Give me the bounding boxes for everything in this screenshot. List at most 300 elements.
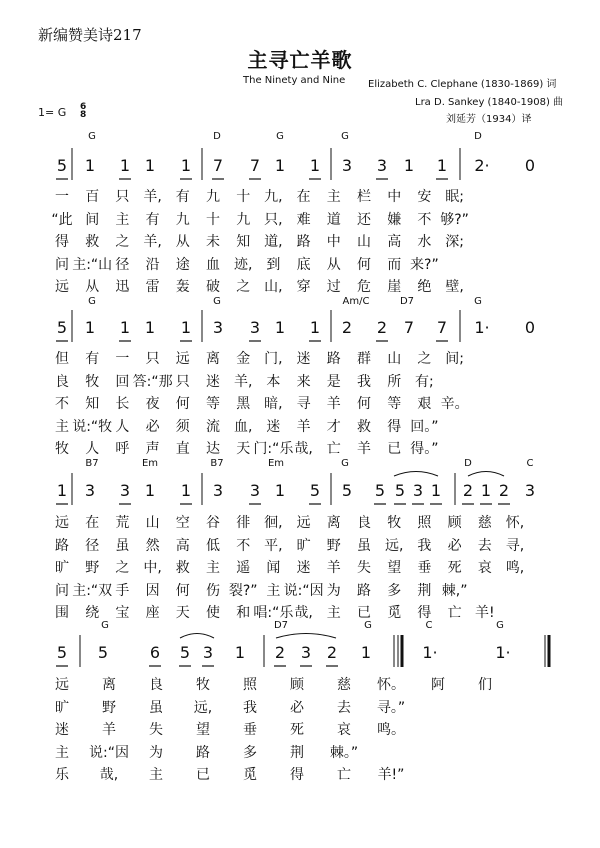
lyric-syllable: 有; (415, 373, 434, 390)
lyric-syllable: 望 (387, 560, 402, 576)
lyric-syllable: 必 (290, 699, 304, 716)
lyric-syllable: 我 (357, 373, 371, 390)
lyric-syllable: 山 (357, 234, 371, 250)
lyric-syllable: 何 (175, 396, 190, 412)
lyric-syllable: 顾 (447, 515, 462, 531)
lyric-syllable: 而 (387, 256, 402, 273)
lyric-syllable: 主 (326, 605, 341, 621)
lyric-syllable: 过 (326, 279, 341, 295)
lyric-syllable: 不 (55, 396, 69, 412)
lyric-syllable: 间; (445, 351, 464, 367)
note: 2 (341, 318, 353, 337)
note: 3 (249, 481, 261, 500)
lyric-syllable: 黑 (236, 396, 251, 412)
note: 0 (524, 156, 536, 175)
lyric-syllable: 觅 (387, 605, 402, 621)
chord-symbol: G (474, 296, 482, 307)
lyric-syllable: “此 (51, 211, 73, 228)
lyric-syllable: 中 (387, 189, 402, 205)
note: 7 (212, 156, 224, 175)
lyric-syllable: 羊! (474, 605, 495, 621)
lyric-syllable: 路 (326, 351, 341, 367)
lyric-syllable: 长 (115, 396, 130, 412)
lyric-syllable: 垂 (417, 560, 432, 576)
chord-symbol: G (341, 131, 349, 142)
lyric-syllable: 得 (290, 767, 304, 783)
lyric-syllable: 辛。 (440, 396, 469, 412)
lyric-syllable: 去 (477, 537, 492, 554)
lyric-syllable: 已 (387, 441, 402, 457)
lyric-syllable: 离 (102, 677, 116, 693)
hymnal-label: 新编赞美诗217 (38, 26, 142, 44)
lyric-syllable: 主 (115, 211, 130, 228)
note: 1 (234, 643, 246, 662)
lyric-syllable: 远 (55, 279, 69, 295)
lyric-syllable: 主 (149, 767, 163, 783)
lyric-syllable: 门:“乐 (253, 441, 294, 457)
note: 3 (119, 481, 131, 500)
lyric-syllable: 门, (264, 351, 283, 367)
composer-credit: Lra D. Sankey (1840-1908) 曲 (415, 97, 564, 108)
lyric-syllable: 慈 (337, 677, 351, 693)
lyric-syllable: 十 (206, 211, 220, 228)
lyric-syllable: 和 (236, 605, 251, 621)
slur (276, 634, 336, 639)
note: 1 (84, 156, 96, 175)
note: 1· (422, 643, 438, 662)
lyric-syllable: 旷 (55, 560, 69, 576)
lyric-syllable: 哀 (337, 722, 351, 738)
lyric-syllable: 得 (55, 234, 69, 250)
note: 1 (309, 156, 321, 175)
lyric-syllable: 只 (175, 373, 190, 390)
lyric-syllable: 何 (357, 396, 371, 412)
lyric-syllable: 是 (326, 373, 341, 390)
lyric-syllable: 照 (417, 515, 432, 531)
lyric-syllable: 还 (357, 211, 371, 228)
chord-symbol: Em (267, 458, 285, 469)
note: 1 (180, 318, 192, 337)
slur (468, 472, 504, 477)
note: 2 (498, 481, 510, 500)
lyric-syllable: 达 (206, 441, 220, 457)
lyric-syllable: 之 (115, 234, 130, 250)
chord-symbol: G (341, 458, 349, 469)
lyric-syllable: 九, (264, 189, 283, 205)
lyric-syllable: 远, (384, 537, 404, 554)
lyric-syllable: 路 (296, 234, 311, 250)
lyric-syllable: 间 (85, 211, 100, 228)
lyric-syllable: 水 (417, 234, 432, 250)
lyric-syllable: 平, (264, 537, 283, 554)
lyric-syllable: 一 (55, 189, 69, 205)
note: 3 (524, 481, 536, 500)
slur (394, 472, 438, 477)
note: 5 (56, 643, 68, 662)
chord-symbol: G (364, 620, 372, 631)
lyric-syllable: 羊 (102, 722, 116, 738)
note: 5 (394, 481, 406, 500)
lyric-syllable: 知 (85, 396, 100, 412)
lyric-syllable: 怀, (505, 515, 525, 531)
note: 1 (436, 156, 448, 175)
lyric-syllable: 从 (326, 256, 341, 273)
lyric-syllable: 远 (55, 515, 69, 531)
note: 3 (300, 643, 312, 662)
lyric-syllable: 寻 (296, 396, 311, 412)
lyric-syllable: 暗, (264, 396, 283, 412)
lyric-syllable: 主 (326, 189, 341, 205)
note: 7 (436, 318, 448, 337)
chord-symbol: G (101, 620, 109, 631)
lyric-syllable: 不 (236, 537, 251, 554)
chord-symbol: Am/C (342, 296, 370, 307)
lyric-syllable: 有 (175, 189, 190, 205)
lyric-syllable: 我 (243, 699, 257, 716)
lyric-syllable: 百 (85, 189, 100, 205)
lyric-syllable: 牧 (85, 373, 100, 390)
lyric-syllable: 路 (196, 744, 210, 761)
note: 5 (374, 481, 386, 500)
lyric-syllable: 伤 (206, 582, 220, 599)
lyric-syllable: 死 (447, 560, 462, 576)
lyric-syllable: 远 (55, 677, 69, 693)
lyric-syllable: 哉, (294, 605, 313, 621)
note: 1 (403, 156, 415, 175)
lyric-syllable: 亡 (447, 605, 462, 621)
lyric-syllable: 荆 (417, 582, 432, 599)
note: 2 (376, 318, 388, 337)
time-denominator: 8 (80, 110, 87, 120)
lyric-syllable: 为 (149, 744, 163, 761)
lyricist-credit: Elizabeth C. Clephane (1830-1869) 词 (368, 79, 557, 90)
lyric-syllable: 亡 (337, 767, 351, 783)
note: 3 (212, 481, 224, 500)
chord-symbol: B7 (210, 458, 224, 469)
note: 1 (309, 318, 321, 337)
lyric-syllable: 呼 (115, 441, 130, 457)
lyric-syllable: 救 (85, 234, 100, 250)
lyric-syllable: 得。” (410, 441, 439, 457)
note: 1 (180, 481, 192, 500)
lyric-syllable: 唱:“乐 (253, 605, 294, 621)
lyric-syllable: 主 (55, 418, 69, 435)
note: 3 (202, 643, 214, 662)
lyric-syllable: 道 (326, 211, 341, 228)
lyric-syllable: 须 (175, 418, 190, 435)
lyric-syllable: 主 (55, 744, 69, 761)
lyric-syllable: 难 (296, 211, 311, 228)
lyric-syllable: 已 (196, 767, 210, 783)
note: 1 (119, 318, 131, 337)
translator-credit: 刘延芳（1934）译 (446, 114, 532, 125)
lyric-syllable: 远 (296, 515, 311, 531)
lyric-syllable: 绝 (417, 279, 432, 295)
lyric-syllable: 有 (85, 351, 100, 367)
lyric-syllable: 主 (266, 582, 281, 599)
lyric-syllable: 只 (115, 189, 130, 205)
chord-symbol: C (526, 458, 534, 469)
lyric-syllable: 从 (175, 234, 190, 250)
chord-symbol: G (276, 131, 284, 142)
lyric-syllable: 遥 (236, 560, 251, 576)
lyric-syllable: 群 (357, 351, 371, 367)
lyric-syllable: 眠; (445, 189, 464, 205)
lyric-syllable: 何 (357, 256, 371, 273)
lyric-syllable: 主 (206, 560, 220, 576)
lyric-syllable: 所 (387, 373, 402, 390)
lyric-syllable: 虽 (149, 699, 163, 716)
note: 1 (144, 156, 156, 175)
lyric-syllable: 裂?” (228, 582, 258, 599)
lyric-syllable: 血, (233, 418, 253, 435)
lyric-syllable: 本 (266, 373, 281, 390)
lyric-syllable: 深; (445, 234, 464, 250)
lyric-syllable: 血 (206, 256, 220, 273)
lyric-syllable: 照 (243, 677, 257, 693)
chord-symbol: G (88, 131, 96, 142)
lyric-syllable: 失 (357, 560, 371, 576)
note: 7 (249, 156, 261, 175)
lyric-syllable: 壁, (445, 279, 464, 295)
note: 3 (412, 481, 424, 500)
lyric-syllable: 多 (243, 744, 257, 761)
lyric-syllable: 离 (206, 351, 220, 367)
lyric-syllable: 流 (206, 418, 220, 435)
lyric-syllable: 中 (326, 234, 341, 250)
note: 5 (309, 481, 321, 500)
lyric-syllable: 够?” (440, 211, 469, 228)
lyric-syllable: 回 (115, 373, 130, 390)
lyric-syllable: 何 (175, 582, 190, 599)
lyric-syllable: 高 (387, 234, 402, 250)
lyric-syllable: 羊 (326, 560, 341, 576)
chord-symbol: G (496, 620, 504, 631)
note: 5 (56, 156, 68, 175)
lyric-syllable: 座 (145, 605, 160, 621)
note: 6 (149, 643, 161, 662)
lyric-syllable: 天 (236, 441, 251, 457)
lyric-syllable: 天 (175, 605, 190, 621)
lyric-syllable: 但 (55, 351, 69, 367)
lyric-syllable: 宝 (115, 605, 130, 621)
lyric-syllable: 垂 (243, 722, 257, 738)
lyric-syllable: 中, (143, 560, 162, 576)
lyric-syllable: 徊, (264, 515, 283, 531)
lyric-syllable: 迷 (266, 418, 281, 435)
lyric-syllable: 然 (145, 537, 160, 554)
note: 5 (179, 643, 191, 662)
lyric-syllable: 得 (387, 418, 402, 435)
lyric-syllable: 慈 (477, 515, 492, 531)
lyric-syllable: 九 (236, 211, 251, 228)
lyric-syllable: 因 (145, 582, 160, 599)
lyric-syllable: 说:“因 (283, 582, 324, 599)
note: 3 (249, 318, 261, 337)
chord-symbol: D (474, 131, 482, 142)
lyric-syllable: 来?” (410, 256, 439, 273)
chord-symbol: Em (141, 458, 159, 469)
lyric-syllable: 问 (55, 256, 69, 273)
lyric-syllable: 迷 (296, 351, 311, 367)
lyric-syllable: 山, (264, 279, 283, 295)
chord-symbol: G (88, 296, 96, 307)
lyric-syllable: 山 (387, 351, 402, 367)
lyric-syllable: 羊, (143, 189, 162, 205)
note: 1 (360, 643, 372, 662)
lyric-syllable: 说:“牧 (72, 418, 113, 435)
lyric-syllable: 破 (206, 279, 220, 295)
lyric-syllable: 死 (290, 722, 304, 738)
lyric-syllable: 使 (206, 605, 220, 621)
slur (180, 634, 214, 639)
note: 3 (212, 318, 224, 337)
lyric-syllable: 声 (145, 441, 160, 457)
lyric-syllable: 荒 (115, 515, 130, 531)
lyric-syllable: 九 (206, 189, 220, 205)
lyric-syllable: 不 (417, 211, 432, 228)
note: 1· (495, 643, 511, 662)
lyric-syllable: 到 (266, 256, 281, 273)
lyric-syllable: 羊!” (377, 767, 405, 783)
chord-symbol: D (213, 131, 221, 142)
lyric-syllable: 说:“因 (89, 744, 129, 761)
lyric-syllable: 顾 (290, 677, 304, 693)
lyric-syllable: 离 (326, 515, 341, 531)
lyric-syllable: 怀。 (377, 677, 405, 693)
lyric-syllable: 径 (115, 256, 130, 273)
lyric-syllable: 主:“双 (72, 582, 113, 599)
lyric-syllable: 虽 (357, 537, 371, 554)
lyric-syllable: 们 (478, 677, 492, 693)
lyric-syllable: 乐 (55, 767, 69, 783)
lyric-syllable: 寻, (505, 537, 525, 554)
lyric-syllable: 安 (417, 189, 432, 205)
lyric-syllable: 路 (55, 537, 69, 554)
key-signature: 1= G (38, 106, 67, 119)
chord-symbol: B7 (85, 458, 99, 469)
lyric-syllable: 问 (55, 582, 69, 599)
note: 2 (274, 643, 286, 662)
lyric-syllable: 良 (55, 373, 69, 390)
note: 7 (403, 318, 415, 337)
lyric-syllable: 手 (115, 582, 130, 599)
lyric-syllable: 我 (417, 537, 432, 554)
note: 1 (84, 318, 96, 337)
lyric-syllable: 道, (264, 234, 283, 250)
lyric-syllable: 迷 (296, 560, 311, 576)
lyric-syllable: 虽 (115, 537, 130, 554)
lyric-syllable: 直 (175, 441, 190, 457)
lyric-syllable: 九 (175, 211, 190, 228)
lyric-syllable: 远 (175, 351, 190, 367)
lyric-syllable: 夜 (145, 396, 160, 412)
note: 3 (376, 156, 388, 175)
english-title: The Ninety and Nine (243, 75, 346, 86)
lyric-syllable: 崖 (387, 279, 402, 295)
lyric-syllable: 羊 (357, 441, 371, 457)
lyric-syllable: 已 (357, 605, 371, 621)
note: 2 (462, 481, 474, 500)
lyric-syllable: 鸣, (505, 560, 525, 576)
lyric-syllable: 荆 (290, 744, 304, 761)
lyric-syllable: 羊 (296, 418, 311, 435)
lyric-syllable: 羊 (326, 396, 341, 412)
lyric-syllable: 旷 (55, 699, 69, 716)
lyric-syllable: 山 (145, 515, 160, 531)
note: 5 (56, 318, 68, 337)
lyric-syllable: 去 (337, 699, 351, 716)
lyric-syllable: 空 (175, 515, 190, 531)
lyric-syllable: 等 (387, 396, 402, 412)
lyric-syllable: 从 (85, 279, 100, 295)
lyric-syllable: 之 (236, 279, 251, 295)
note: 1 (56, 481, 68, 500)
lyric-syllable: 哉, (294, 441, 313, 457)
lyric-syllable: 围 (55, 605, 69, 621)
lyric-syllable: 轰 (175, 279, 190, 295)
lyric-syllable: 远, (193, 699, 213, 716)
lyric-syllable: 在 (85, 515, 100, 531)
lyric-syllable: 答:“那 (132, 373, 173, 390)
note: 5 (341, 481, 353, 500)
lyric-syllable: 羊, (233, 373, 253, 390)
chord-symbol: D (464, 458, 472, 469)
lyric-syllable: 阿 (431, 677, 445, 693)
lyric-syllable: 未 (206, 234, 220, 250)
lyric-syllable: 救 (357, 418, 371, 435)
note: 2· (474, 156, 490, 175)
lyric-syllable: 哀 (477, 560, 492, 576)
lyric-syllable: 有 (145, 211, 160, 228)
lyric-syllable: 穿 (296, 279, 311, 295)
lyric-syllable: 必 (145, 418, 160, 435)
chord-symbol: D7 (399, 296, 415, 307)
lyric-syllable: 谷 (206, 515, 220, 531)
lyric-syllable: 底 (296, 256, 311, 273)
lyric-syllable: 绕 (85, 605, 100, 621)
lyric-syllable: 才 (326, 418, 341, 435)
lyric-syllable: 迅 (115, 279, 130, 295)
lyric-syllable: 闻 (266, 560, 281, 576)
chord-symbol: G (213, 296, 221, 307)
time-numerator: 6 (80, 102, 87, 112)
lyric-syllable: 棘,” (441, 582, 468, 599)
lyric-syllable: 之 (115, 560, 130, 576)
song-title: 主寻亡羊歌 (247, 48, 353, 72)
lyric-syllable: 雷 (145, 279, 160, 295)
lyric-syllable: 必 (447, 537, 462, 554)
lyric-syllable: 危 (357, 279, 371, 295)
lyric-syllable: 来 (296, 373, 311, 390)
lyric-syllable: 人 (85, 441, 100, 457)
lyric-syllable: 良 (149, 677, 163, 693)
lyric-syllable: 野 (326, 537, 341, 554)
lyric-syllable: 金 (236, 351, 251, 367)
lyric-syllable: 羊, (143, 234, 162, 250)
lyric-syllable: 觅 (243, 767, 257, 783)
lyric-syllable: 为 (326, 582, 341, 599)
lyric-syllable: 鸣。 (377, 722, 405, 738)
lyric-syllable: 只 (145, 351, 160, 367)
lyric-syllable: 徘 (236, 515, 251, 531)
chord-symbol: D7 (273, 620, 289, 631)
note: 3 (341, 156, 353, 175)
lyric-syllable: 良 (357, 515, 371, 531)
lyric-syllable: 牧 (387, 515, 402, 531)
lyric-syllable: 人 (115, 418, 130, 435)
lyric-syllable: 高 (175, 537, 190, 554)
